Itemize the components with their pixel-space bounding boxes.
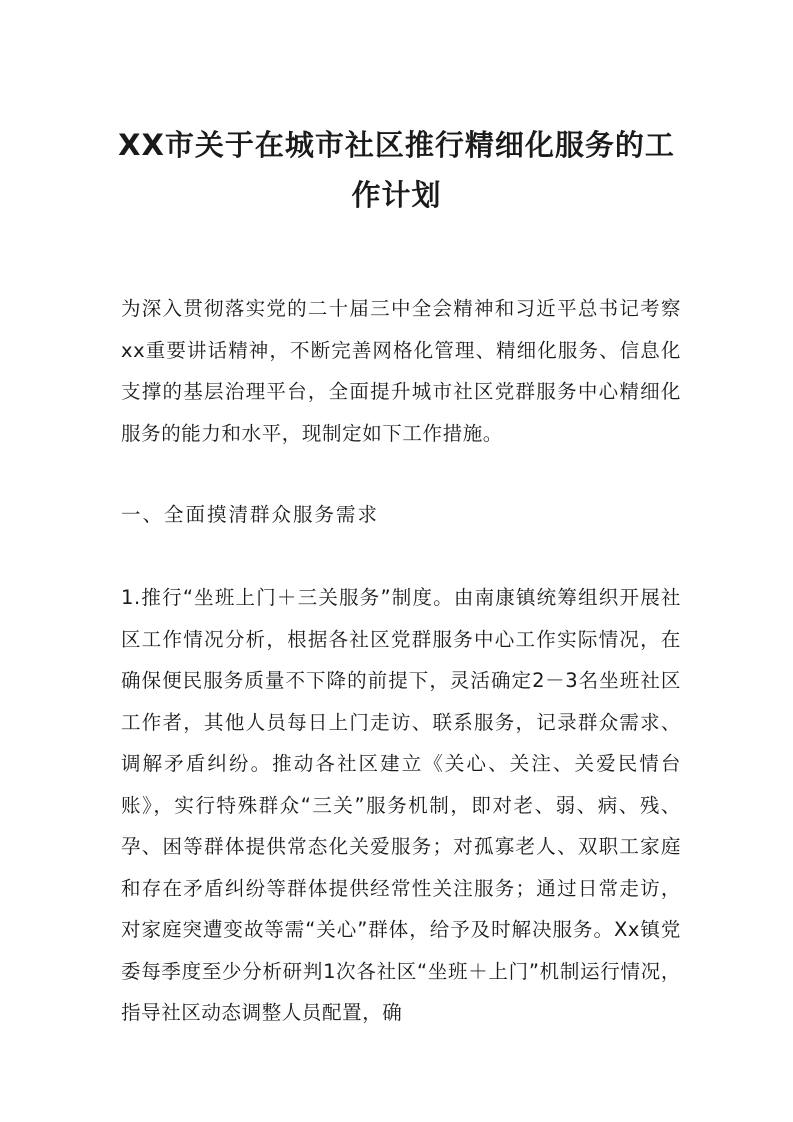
intro-paragraph: 为深入贯彻落实党的二十届三中全会精神和习近平总书记考察xx重要讲话精神，不断完善网格化管理、精细化服务、信息化支撑的基层治理平台，全面提升城市社区党群服务中心精细化服务的能力和水平，现制定如下工作措施。 <box>121 297 681 445</box>
section-heading: 一、全面摸清群众服务需求 <box>121 503 380 526</box>
document-title: XX市关于在城市社区推行精细化服务的工作计划 <box>118 128 675 212</box>
section-paragraph: 1.推行“坐班上门＋三关服务”制度。由南康镇统筹组织开展社区工作情况分析，根据各社区党群服务中心工作实际情况，在确保便民服务质量不下降的前提下，灵活确定2－3名坐班社区工作者，其他人员每日上门走访、联系服务，记录群众需求、调解矛盾纠纷。推动各社区建立《关心、关注、关爱民情台账》，实行特殊群众“三关”服务机制，即对老、弱、病、残、孕、困等群体提供常态化关爱服务；对孤寡老人、双职工家庭和存在矛盾纠纷等群体提供经常性关注服务；通过日常走访，对家庭突遭变故等需“关心”群体，给予及时解决服务。Xx镇党委每季度至少分析研判1次各社区“坐班＋上门”机制运行情况，指导社区动态调整人员配置，确 <box>121 586 681 1024</box>
